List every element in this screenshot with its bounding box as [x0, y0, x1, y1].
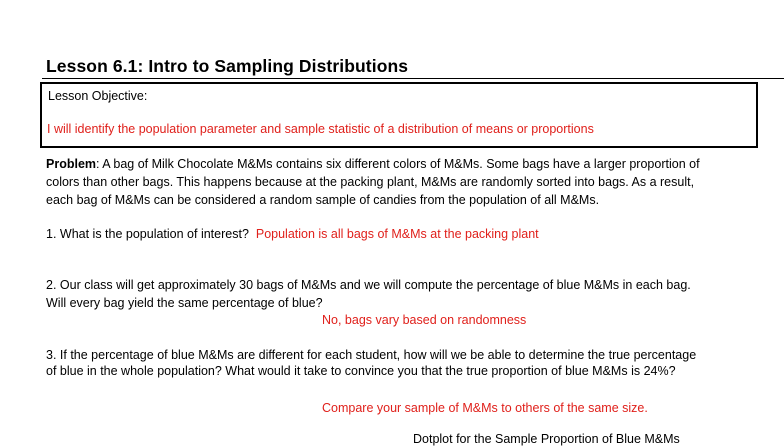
question-3-answer: Compare your sample of M&Ms to others of the same size. — [322, 401, 648, 415]
problem-line-3: each bag of M&Ms can be considered a random sample of candies from the population of all M&Ms. — [46, 193, 600, 207]
lesson-title: Lesson 6.1: Intro to Sampling Distributions — [46, 56, 409, 76]
question-2-line-1: 2. Our class will get approximately 30 bags of M&Ms and we will compute the percentage of blue M&Ms in each bag. — [46, 278, 691, 292]
objective-text: I will identify the population parameter and sample statistic of a distribution of means or proportions — [47, 122, 594, 136]
dotplot-caption: Dotplot for the Sample Proportion of Blue M&Ms — [413, 432, 680, 446]
problem-text-1: : A bag of Milk Chocolate M&Ms contains six different colors of M&Ms. Some bags have a larger proportion of — [96, 157, 700, 171]
question-2-answer: No, bags vary based on randomness — [322, 313, 527, 327]
problem-label: Problem — [46, 157, 97, 171]
question-3-line-1: 3. If the percentage of blue M&Ms are different for each student, how will we be able to determine the true percentage — [46, 348, 697, 362]
question-1-text: 1. What is the population of interest? — [46, 227, 249, 241]
question-1-answer: Population is all bags of M&Ms at the packing plant — [255, 227, 539, 241]
title-underline — [42, 78, 784, 79]
question-3-line-2: of blue in the whole population? What would it take to convince you that the true proportion of blue M&Ms is 24%? — [46, 364, 676, 378]
question-2-line-2: Will every bag yield the same percentage of blue? — [46, 296, 323, 310]
problem-line-2: colors than other bags. This happens because at the packing plant, M&Ms are randomly sorted into bags. As a result, — [46, 175, 695, 189]
question-1 — [46, 225, 539, 243]
problem-line-1 — [46, 155, 700, 173]
objective-box — [40, 82, 758, 148]
objective-label: Lesson Objective: — [48, 89, 148, 103]
